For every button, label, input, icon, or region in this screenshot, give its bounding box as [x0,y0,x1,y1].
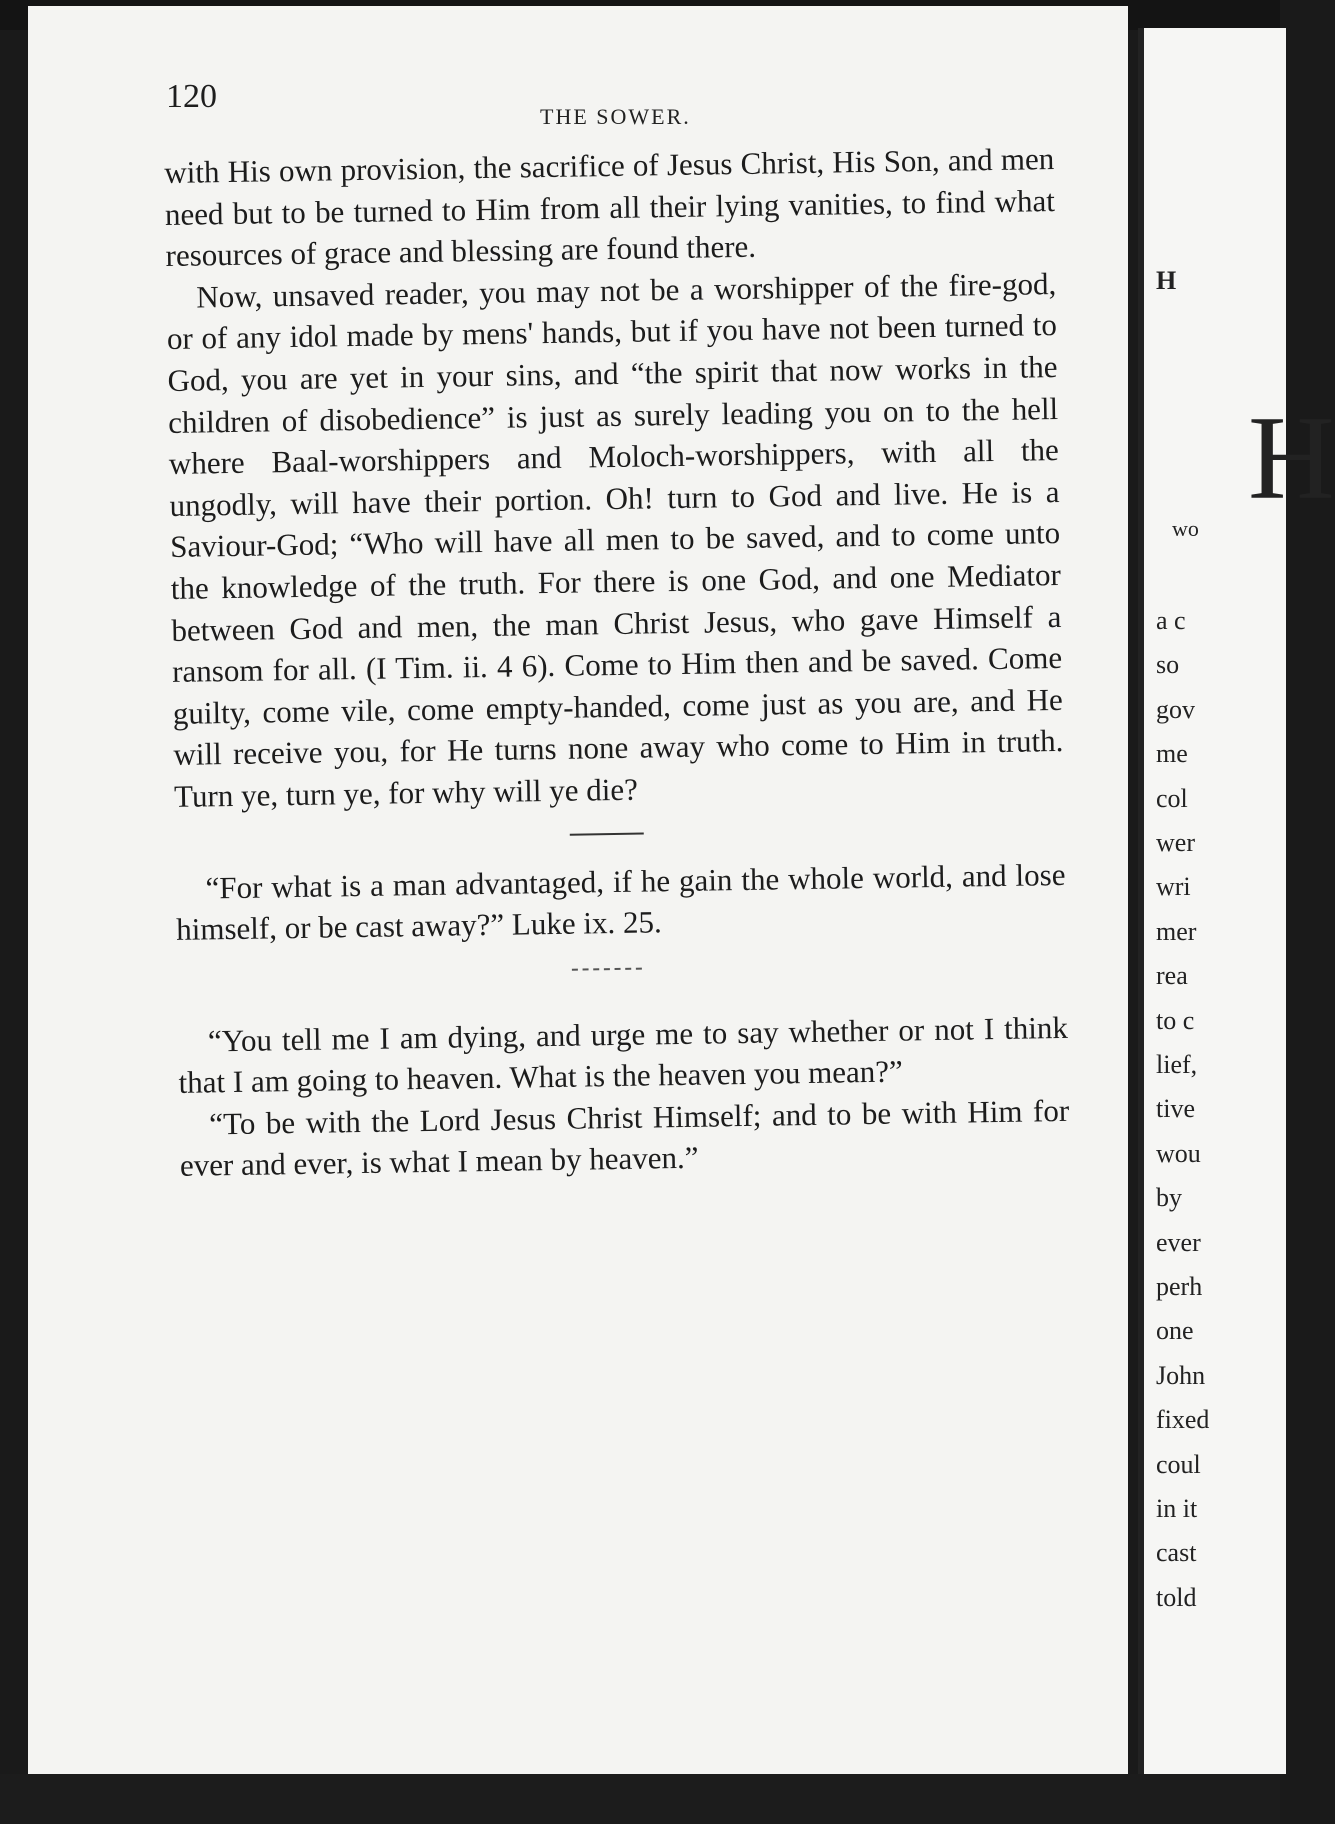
right-page-line: so [1156,650,1180,680]
paragraph-4: “To be with the Lord Jesus Christ Himself; and to be with Him for ever and ever, is what I mean by heaven.” [179,1092,1070,1184]
right-page-line: to c [1156,1005,1195,1035]
running-head: THE SOWER. [540,104,691,129]
right-page-word: wo [1172,516,1199,541]
right-page-line: ever [1156,1227,1201,1257]
right-page-line: rea [1156,961,1188,991]
right-page-line: in it [1156,1494,1198,1523]
right-page-line: John [1156,1360,1206,1390]
body-text [164,138,1070,1187]
right-page-line: mer [1156,916,1197,946]
right-page-line: fixed [1156,1405,1210,1435]
scan-bottom-border [0,1774,1280,1824]
right-page-line: perh [1156,1272,1203,1301]
paragraph-3: “You tell me I am dying, and urge me to say whether or not I think that I am going to heaven. What is the heaven you mean?” [178,1009,1069,1101]
separator-2 [177,937,1068,1021]
right-page-line: gov [1156,694,1195,724]
right-page-dropcap: H [1248,391,1335,524]
right-page-line: me [1156,739,1188,769]
paragraph-2: Now, unsaved reader, you may not be a worshipper of the fire-god, or of any idol made by mens' hands, but if you have not been turned to God, you are yet in your sins, and “the spirit that now works in the children of disobedience” is just as surely leading you on to the hell where Baal-worshippers and Moloch-worshippers, with all the ungodly, will have their portion. Oh! turn to God and live. He is a Saviour-God; “Who will have all men to be saved, and to come unto the knowledge of the truth. For there is one God, and one Mediator between God and men, the man Christ Jesus, who gave Himself a ransom for all. (I Tim. ii. 4 6). Come to Him then and be saved. Come guilty, come vile, come empty-handed, come just as you are, and He will receive you, for He turns none away who come to Him in truth. Turn ye, turn ye, for why will ye die? [166,265,1064,814]
right-page-line: wou [1156,1138,1201,1168]
paragraph-1: with His own provision, the sacrifice of Jesus Christ, His Son, and men need but to be turned to Him from all their lying vanities, to find what resources of grace and blessing are found there. [164,141,1056,274]
right-page-line: wer [1156,828,1195,857]
right-page-line: one [1156,1316,1194,1346]
scripture-quote: “For what is a man advantaged, if he gain the whole world, and lose himself, or be cast away?” Luke ix. 25. [175,856,1066,947]
right-page-line: tive [1156,1094,1195,1124]
right-page-line: coul [1156,1449,1201,1479]
right-page-line: cast [1156,1538,1197,1568]
right-page-line: a c [1156,606,1186,635]
right-page-line: lief, [1156,1050,1198,1079]
right-page-heading: H [1156,266,1177,295]
page-number: 120 [166,78,217,115]
right-page [1138,28,1335,1774]
right-page-line: wri [1156,872,1191,902]
right-page-line: told [1156,1582,1197,1612]
right-page-line: by [1156,1183,1182,1213]
right-page-line: col [1156,783,1188,813]
